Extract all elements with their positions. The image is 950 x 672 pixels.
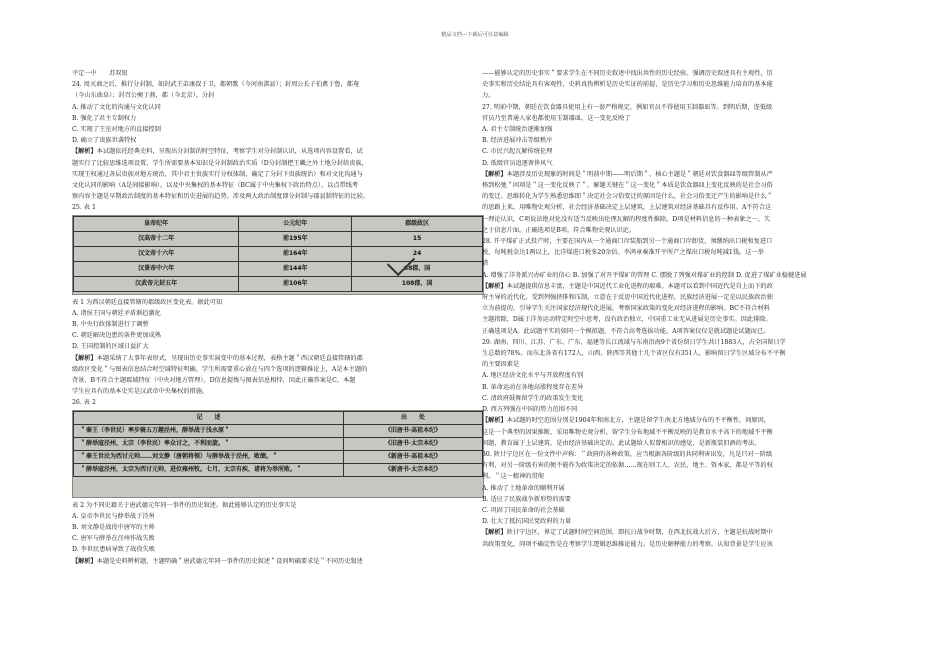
table-2 [73,411,483,477]
analysis-label: 【解析】 [72,354,97,362]
q30-analysis-1: 【解析】陕甘宁边区，界定了试题时间空间范围，即抗日战争时期，在西北抗战大后方，主题是抗战时期中 [482,529,773,537]
right-column [482,68,892,550]
q25-option-c: C. 朝廷解决边患的条件更加成熟 [72,332,161,340]
q27-option-c: C. 市民兴起瓦解传统伦理 [482,148,553,156]
q25-option-d: D. 王国控制的区域日益扩大 [72,343,149,351]
q27-stem-2: 官员乃至普通人家也都使用玉制器皿。这一变化反映了 [482,114,631,122]
left-column [72,68,482,567]
q30-option-a: A. 推动了土地革命的顺利开展 [482,484,565,492]
q29-option-a: A. 地区经济文化水平与开放程度有别 [482,372,584,380]
q26-analysis-1: 【解析】本题是史料辨析题，主题明确＂唐武德元年同一事件的历史叙述＂设问明确要求是＂不同历史叙述 [72,557,363,565]
q29-stem-3: 的主要因素是 [482,361,520,369]
analysis-label: 【解析】 [482,282,507,290]
question-24 [72,79,482,202]
question-27 [482,102,892,236]
q30-stem-2: 有利，对另一阶级有害的便不能作为政策决定的依据……现在则工人、农民、地主、资本家，都是平等的权 [482,462,773,470]
question-30 [482,449,892,550]
q27-option-d: D. 低级官员追逐奢侈风气 [482,159,553,167]
analysis-label: 【解析】 [482,170,507,178]
question-29 [482,337,892,449]
table-1-photo [72,215,484,295]
table-1-header: 郡级政区 [352,216,483,231]
q28-options: A. 增强了洋务派兴办矿业的信心 B. 加强了对开平煤矿的管理 C. 摆脱了列强对煤矿业的控制 D. 促进了煤矿业稳健进展 [482,271,807,279]
q29-analysis-2: 这是一个典型的因果推断，采用唯物史观分析，留学生分布地域不平衡反映的是教育水平高下的地域不平衡 [482,428,773,436]
q27-analysis-1: 【解析】本题涉及历史现象的时间是＂明前中期——明后期＂，核心主题是＂朝廷对饮食器皿等级管制从严 [482,170,773,178]
q26-option-c: C. 唐军与薛举在泾州作战失败 [72,535,155,543]
q28-stem-2: 税，每吨税金达1两以上，比洋煤进口税多20余倍。李鸿章奏准开平所产之煤出口税每吨减1钱。这一举 [482,249,764,257]
table-row: 汉武帝元封五年 前106年 108郡，国 [74,276,483,291]
q25-analysis-2: 级政区变化＂与图表信息结合时空域特征明确，学生所需要重心放在与四个选项的逻辑推论上，A是本主题的 [72,365,368,373]
q25-option-b: B. 中央行政体制进行了调整 [72,321,149,329]
page-header: 精品文档---下载后可任意编辑 [441,32,509,38]
q26-option-b: B. 刘文静是战役中唐军的主帅 [72,524,155,532]
q24-analysis-5: 察内容主题是早期政治制度的基本特征和历史进展的趋势。涉及两大政治制度即分封制与郡县制特征的比较。 [72,193,369,201]
q27-analysis-3: 的变迁。思维转化为学生熟悉思维即＂决定社会习俗变迁的原因是什么，社会习俗变迁产生的影响是什么＂ [482,193,773,201]
q27-analysis-5: 一理论认识，C项说法绝对化没有适当反映出伦理瓦解的程度性推除。D项是材料信息的一种表象之一，失 [482,215,771,223]
q27-analysis-2: 格到松弛＂问项是＂这一变化反映了＂，解题关键在＂这一变化＂本质是饮食器皿上变化反映的是社会习俗 [482,182,773,190]
analysis-label: 【解析】 [72,148,97,156]
q24-analysis-3: 实现王权通过各层贵族对地方统治，其中君主贵族实行分权体制，确定了分封下贵族统治）和对文化沟通与 [72,170,363,178]
q24-option-a: A. 推动了文化的沟通与文化认同 [72,103,161,111]
table-row: ＂秦王（李世民）率步骑五万趣泾州，薛举战于浅水原＂ 《旧唐书·高祖本纪》 [74,424,483,437]
q30-option-d: D. 壮大了抵抗国民党政府的力量 [482,518,572,526]
question-25 [72,202,482,397]
q30-option-c: C. 巩固了国民革命的社会基础 [482,506,565,514]
q30-stem-1: 30. 陕甘宁边区在一份文件中声称：＂政府的各种政策，应当根据各阶级的共同利害出发，凡是只对一阶级 [482,450,773,458]
table-1-header: 皇帝纪年 [74,216,239,231]
q26-cont-3: 力。 [482,92,495,100]
q24-option-c: C. 实现了王室对地方的直接控制 [72,126,161,134]
table-row: ＂薛举寇泾州，太宗（李世民）率众讨之，不利而旋。＂ 《旧唐书·太宗本纪》 [74,437,483,450]
q30-option-b: B. 适应了民族战争新形势的需要 [482,495,571,503]
table-row: 汉高帝十二年 前195年 15 [74,231,483,246]
q25-option-a: A. 诸侯王国与朝廷矛盾渐趋激化 [72,309,161,317]
q28-analysis-2: 府主导的近代化，受到列强挤排和压制，立意在于反思中国近代化进程，民族经济进展一定是以民族政治独 [482,294,773,302]
q27-option-b: B. 经济进展冲击等级秩序 [482,137,553,145]
q27-analysis-4: 的思路上来，用唯物史观分析，社会经济基础决定上层建筑，上层建筑对经济基础具有反作用。A不符合这 [482,204,772,212]
q25-analysis-1: 【解析】本题采纳了大事年表形式，呈现出历史事实演变中的基本过程，表格主题＂西汉朝廷直接管辖的郡 [72,354,363,362]
q27-analysis-6: 之于信息片面。正确选项是B项。符合唯物史观认识论。 [482,226,636,234]
analysis-label: 【解析】 [72,557,97,565]
q24-analysis-1: 【解析】本试题依托经典史料，呈现出分封制的时空特征，考察学生对分封制认识，从选项内容设置看，试 [72,148,363,156]
q25-label: 25. 表 1 [72,204,96,212]
q24-stem-2: （今山东曲阜）；封召公奭于燕，都（今北京），分封 [72,92,215,100]
q28-analysis-4: 主题指除，D属于洋务运动特定时空中思考，没有政治独立，中国重工业无从进展是历史事实。因此排除。 [482,316,772,324]
table-1-header: 公元纪年 [239,216,352,231]
q27-stem-1: 27. 明前中期，朝廷在饮食器具使用上有一套严格规定，例如官员不得使用玉制器皿等。到明后期，连低级 [482,103,773,111]
q26-cont-2: 史事实和历史结论具有客观性，史料真伪辨析是历史实证的前提，是历史学习和历史思维能力培育的基本能 [482,81,773,89]
analysis-label: 【解析】 [482,529,507,537]
q28-stem-1: 28. 开平煤矿正式投产时，主要在国内从一个通商口岸装船到另一个通商口岸卸货，须缴纳出口税和复进口 [482,238,773,246]
q29-option-d: D. 西方列强在中国的势力范围不同 [482,406,578,414]
q24-analysis-4: 文化认同的影响（A是间接影响），以及中央集权的基本特征（BC属于中央集权下政治特点），以点带线考 [72,182,359,190]
q27-option-a: A. 君主专制统治逐渐加强 [482,126,553,134]
q28-analysis-3: 立为前提的，引导学生关注国家经济现代化进展，考察国家政策的变化对经济进程的影响。BC不符合材料 [482,305,770,313]
q29-analysis-1: 【解析】本试题的时空范围分别是1904年和南北方，主题是留学生南北方地域分布的不平衡性，问原因， [482,417,770,425]
table-row: 汉景帝中六年 前144年 68郡，国 [74,261,483,276]
q24-stem-1: 24. 周灭商之后，推行分封制，如封武王弟康叔于卫，都朝歌（今河南淇县）；封周公长子伯禽于鲁，都奄 [72,81,360,89]
q24-option-d: D. 确立了贵族世袭特权 [72,137,137,145]
question-28 [482,236,892,337]
q29-analysis-3: 问题，教育属于上层建筑，是由经济基础决定的。此试题给人似曾相识的感觉，是新瓶装旧酒的考法。 [482,439,761,447]
table-2-header: 记 述 [74,411,344,424]
q29-option-b: B. 革命运动在各地高涨程度存在差异 [482,383,584,391]
q26-caption: 表 2 为不同史籍关于唐武德元年同一事件的历史叙述。据此能够认定的历史事实是 [72,501,297,509]
q26-option-d: D. 李世民患病导致了战役失败 [72,546,155,554]
table-2-photo [72,410,484,498]
q26-label: 26. 表 2 [72,399,96,407]
question-26 [72,397,482,566]
table-row: ＂秦王世民为西讨元帅……刘文静（唐朝将领）与薛举战于泾州，败绩。＂ 《新唐书·高祖本纪》 [74,450,483,463]
q24-analysis-2: 题实行了比较思维选项设置，学生所需要基本知识是分封制政治实质（D分封制把王畿之外土地分封给贵族， [72,159,368,167]
table-row: 汉文帝十六年 前164年 24 [74,246,483,261]
author-line: 平定一中 苏双银 [72,70,128,77]
q25-caption: 表 1 为西汉朝廷直接管辖的郡级政区变化表。据此可知 [72,298,223,306]
q29-stem-2: 生总数的78%。而东北各省有172人，山西、陕西等其他十几个省区仅有351人，影响留日学生区域分布不平衡 [482,350,786,358]
q29-stem-1: 29. 湖南、四川、江苏、广东、广东、福建等长江流域与东南沿海9个省份留日学生共计1883人，占全国留日学 [482,338,786,346]
q28-analysis-5: 正确选项是A。此试题平实的如同一个模拟题，不符合高考选拔功能。A项答案仅仅是就试题论试题而已。 [482,327,770,335]
q30-stem-3: 利。＂这一精神的贯彻 [482,473,544,481]
q25-analysis-4: 学生应具有的基本史实是汉武帝中央集权的措施。 [72,388,209,396]
q26-option-a: A. 皇帝李世民与薛举战于泾州 [72,512,155,520]
analysis-label: 【解析】 [482,417,507,425]
q28-analysis-1: 【解析】本试题提供信息丰富，主题是中国近代工业化进程的艰难。本题可以看到中国近代是自上而下的政 [482,282,773,290]
table-1 [73,216,483,292]
table-row: ＂薛举寇泾州，太宗为西讨元帅，进位雍州牧。七月，太宗有疾，诸将为举所败。＂ 《新唐书·太宗本纪》 [74,463,483,476]
q26-cont-1: ——能够认定的历史事实＂要求学生在不同历史叙述中找出共性的历史经验。强调历史叙述具有主观性，历 [482,70,773,77]
q29-option-c: C. 清政府鼓舞留学生的政策发生变化 [482,394,584,402]
q25-analysis-3: 背景，B不符合主题郡域特征（中央对地方管理），D信息提炼与图表信息相悖，因此正确答案是C，本题 [72,377,356,385]
q30-analysis-2: 共政策变化，问项不确定性是在考察学生逻辑思维推论能力。是历史解释能力的考察。认知背景是学生应该 [482,540,773,548]
table-2-header: 出 处 [343,411,482,424]
q28-stem-3: 措 [482,260,489,268]
q24-option-b: B. 强化了君主专制权力 [72,114,137,122]
